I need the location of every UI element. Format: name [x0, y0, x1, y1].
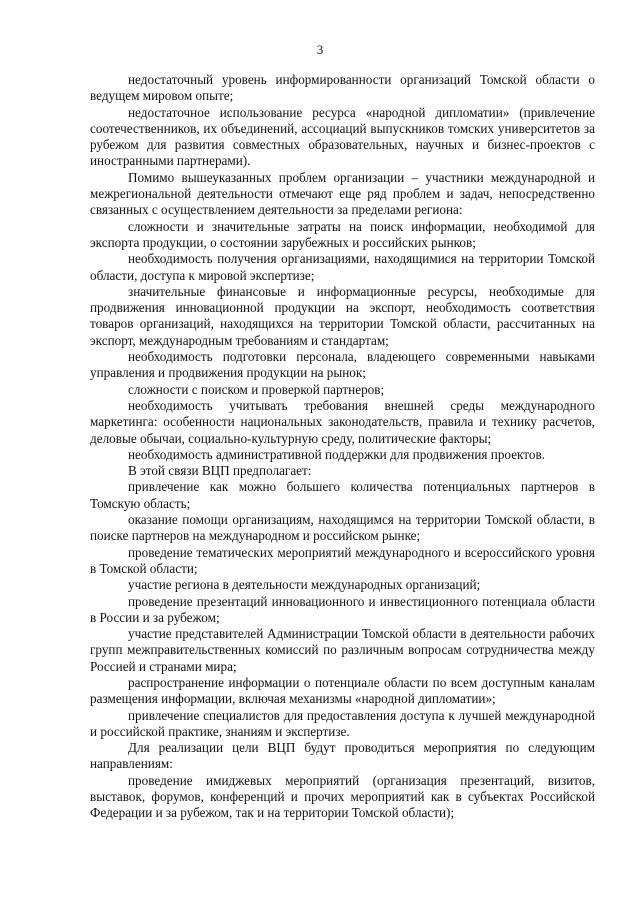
- paragraph: В этой связи ВЦП предполагает:: [128, 463, 312, 479]
- paragraph: участие представителей Администрации Томской области в деятельности рабочих групп межправительственных комиссий по различным вопросам сотрудничества между Россией и странами мира;: [90, 626, 595, 674]
- paragraph: оказание помощи организациям, находящимся на территории Томской области, в поиске партнеров на международном и российском рынке;: [90, 512, 595, 544]
- paragraph: распространение информации о потенциале области по всем доступным каналам размещения информации, включая механизмы «народной дипломатии»;: [90, 674, 595, 707]
- paragraph: сложности и значительные затраты на поиск информации, необходимой для экспорта продукции, о состоянии зарубежных и российских рынков;: [90, 218, 595, 250]
- page-number: 3: [316, 42, 324, 57]
- paragraph: необходимость подготовки персонала, владеющего современными навыками управления и продвижения продукции на рынок;: [90, 349, 595, 381]
- paragraph: проведение презентаций инновационного и инвестиционного потенциала области в России и за рубежом;: [90, 593, 595, 625]
- paragraph: значительные финансовые и информационные ресурсы, необходимые для продвижения инновационной продукции на экспорт, необходимость соответствия товаров организаций, находящихся на территории Томской области, рассчитанных на экспорт, международным требованиям и стандартам;: [90, 283, 595, 348]
- paragraph: недостаточное использование ресурса «народной дипломатии» (привлечение соотечественников, их объединений, ассоциаций выпускников томских университетов за рубежом для развития совместных образовательных, научных и бизнес-проектов с иностранными партнерами).: [90, 104, 595, 169]
- paragraph: привлечение специалистов для предоставления доступа к лучшей международной и российской практике, знаниям и экспертизе.: [90, 707, 595, 739]
- paragraph: сложности с поиском и проверкой партнеров;: [128, 381, 385, 397]
- paragraph: недостаточный уровень информированности организаций Томской области о ведущем мировом опыте;: [90, 72, 595, 104]
- paragraph: проведение имиджевых мероприятий (организация презентаций, визитов, выставок, форумов, конференций и прочих мероприятий как в субъектах Российской Федерации и за рубежом, так и на территории Томской области);: [90, 772, 595, 821]
- paragraph: проведение тематических мероприятий международного и всероссийского уровня в Томской области;: [90, 544, 595, 576]
- paragraph: необходимость учитывать требования внешней среды международного маркетинга: особенности национальных законодательств, правила и технику расчетов, деловые обычаи, социально-культурную среду, политические факторы;: [90, 397, 595, 446]
- paragraph: необходимость административной поддержки для продвижения проектов.: [128, 446, 545, 462]
- paragraph: участие региона в деятельности международных организаций;: [128, 577, 481, 593]
- paragraph: Помимо вышеуказанных проблем организации – участники международной и межрегиональной деятельности отмечают еще ряд проблем и задач, непосредственно связанных с осуществлением деятельности за пределами региона:: [90, 169, 595, 218]
- paragraph: необходимость получения организациями, находящимися на территории Томской области, доступа к мировой экспертизе;: [90, 251, 595, 283]
- paragraph: привлечение как можно большего количества потенциальных партнеров в Томскую область;: [90, 479, 595, 511]
- document-body: [90, 72, 595, 822]
- paragraph: Для реализации цели ВЦП будут проводиться мероприятия по следующим направлениям:: [90, 740, 595, 772]
